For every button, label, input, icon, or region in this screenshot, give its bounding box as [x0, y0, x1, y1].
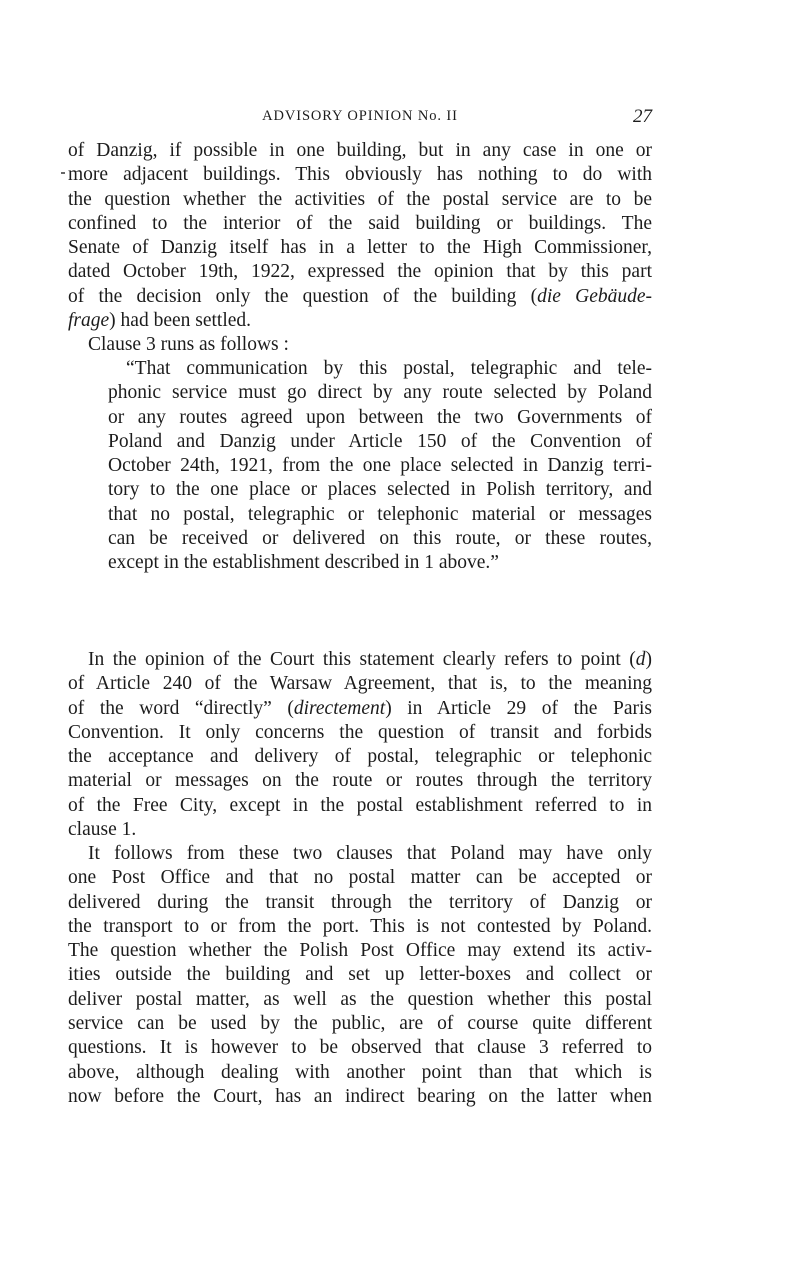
text-line: clause 1. — [68, 819, 137, 841]
text-line — [68, 697, 652, 721]
text-line: the acceptance and delivery of postal, telegraphic or telephonic — [68, 746, 652, 768]
running-title: ADVISORY OPINION No. II — [262, 108, 458, 124]
quote-line: or any routes agreed upon between the two Governments of — [108, 406, 652, 428]
text-line: Senate of Danzig itself has in a letter to the High Commissioner, — [68, 237, 652, 259]
text-line: now before the Court, has an indirect bearing on the latter when — [68, 1085, 652, 1107]
text-line: It follows from these two clauses that Poland may have only — [88, 843, 652, 864]
quote-line: that no postal, telegraphic or telephonic material or messages — [108, 503, 652, 525]
quote-line: “That communication by this postal, telegraphic and tele- — [126, 358, 652, 379]
text-line: ities outside the building and set up letter-boxes and collect or — [68, 964, 652, 986]
text-line: of the Free City, except in the postal establishment referred to in — [68, 794, 652, 816]
text-line: of Danzig, if possible in one building, but in any case in one or — [68, 140, 652, 161]
text-line: Convention. It only concerns the question of transit and forbids — [68, 721, 652, 743]
text-segment: ) — [645, 649, 652, 670]
italic-term: directement — [293, 697, 386, 719]
text-line: deliver postal matter, as well as the question whether this postal — [68, 988, 652, 1010]
italic-term: d — [635, 649, 646, 670]
text-segment: In the opinion of the Court this statement clearly refers to point ( — [88, 649, 636, 670]
text-segment: ) in Article 29 of the Paris — [385, 697, 652, 719]
paragraph-conclusion — [68, 842, 652, 1109]
text-line — [68, 309, 652, 333]
block-quote — [68, 357, 652, 576]
text-line: questions. It is however to be observed that clause 3 referred to — [68, 1037, 652, 1059]
text-line: The question whether the Polish Post Office may extend its activ- — [68, 940, 652, 962]
scan-mark — [61, 172, 65, 174]
page-number: 27 — [633, 106, 652, 127]
text-line: above, although dealing with another point than that which is — [68, 1061, 652, 1083]
text-line: the question whether the activities of the postal service are to be — [68, 188, 652, 210]
italic-term: die Gebäude- — [537, 285, 652, 307]
text-segment: ) had been settled. — [109, 310, 252, 332]
text-line: material or messages on the route or routes through the territory — [68, 770, 652, 792]
text-line: service can be used by the public, are of course quite different — [68, 1013, 652, 1035]
quote-line: can be received or delivered on this route, or these routes, — [108, 528, 652, 550]
text-line: the transport to or from the port. This is not contested by Poland. — [68, 915, 652, 937]
text-line — [68, 285, 652, 309]
clause-intro: Clause 3 runs as follows : — [88, 334, 289, 356]
text-segment: of the decision only the question of the building ( — [68, 285, 538, 307]
text-line: of Article 240 of the Warsaw Agreement, that is, to the meaning — [68, 673, 652, 695]
text-line: one Post Office and that no postal matter can be accepted or — [68, 867, 652, 889]
quote-line: Poland and Danzig under Article 150 of the Convention of — [108, 430, 652, 452]
quote-line: phonic service must go direct by any route selected by Poland — [108, 382, 652, 404]
text-line: dated October 19th, 1922, expressed the opinion that by this part — [68, 261, 652, 283]
text-line: more adjacent buildings. This obviously has nothing to do with — [68, 164, 652, 186]
text-segment: of the word “directly” ( — [68, 697, 294, 719]
paragraph-continuation — [68, 139, 652, 358]
text-line: delivered during the transit through the territory of Danzig or — [68, 891, 652, 913]
running-header — [68, 106, 652, 130]
text-line: confined to the interior of the said building or buildings. The — [68, 212, 652, 234]
quote-line: tory to the one place or places selected in Polish territory, and — [108, 479, 652, 501]
quote-line: October 24th, 1921, from the one place selected in Danzig terri- — [108, 455, 652, 477]
quote-line: except in the establishment described in 1 above.” — [108, 552, 499, 574]
italic-term: frage — [68, 310, 110, 332]
paragraph-court-opinion — [68, 648, 652, 842]
text-line — [68, 648, 652, 672]
